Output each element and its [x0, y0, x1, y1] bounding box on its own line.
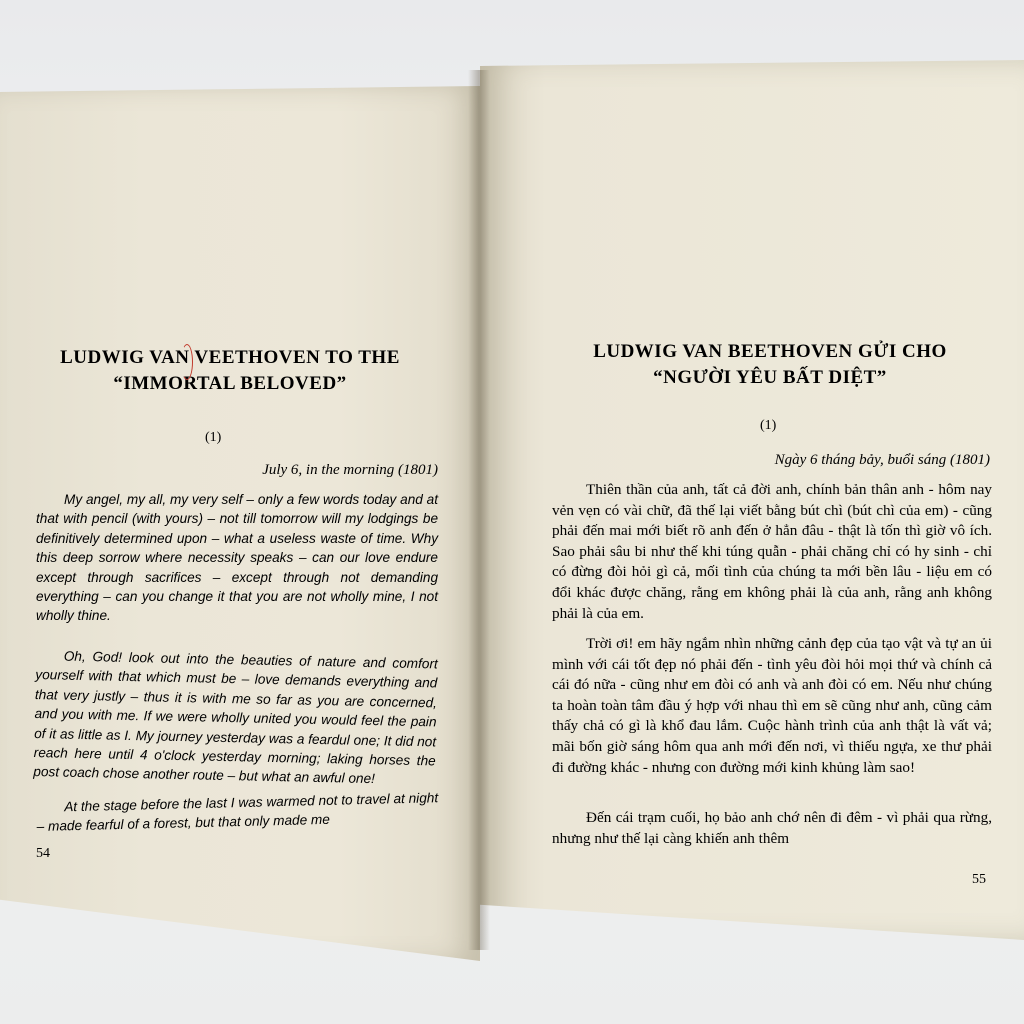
right-heading-line1: LUDWIG VAN BEETHOVEN GỬI CHO: [593, 341, 947, 362]
left-page-number: 54: [36, 846, 50, 861]
right-heading-line2: “NGƯỜI YÊU BẤT DIỆT”: [653, 367, 887, 388]
right-paragraph-3: Đến cái trạm cuối, họ bảo anh chớ nên đi đêm - vì phải qua rừng, nhưng như thế lại càng khiến anh thêm: [552, 809, 992, 847]
left-paragraph-3: At the stage before the last I was warmed not to travel at night – made fearful of a forest, but that only made me: [36, 790, 439, 835]
left-section-number: (1): [205, 430, 222, 445]
right-paragraph-2: Trời ơi! em hãy ngắm nhìn những cảnh đẹp của tạo vật và tự an ủi mình với cái tốt đẹp nó phải đến - tình yêu đòi hỏi mọi thứ và chính cả cái đó nữa - cũng như em đòi có anh và anh đòi có em. Nếu như chúng ta hoàn toàn tâm đầu ý hợp với nhau thì em sẽ cũng như anh, cũng cảm thấy chả có gì là khổ đau lắm. Cuộc hành trình của anh thật là vất vả; mãi bốn giờ sáng hôm qua anh mới đến nơi, vì thiếu ngựa, xe thư phải đi đường khác - nhưng con đường mới kinh khủng làm sao!: [552, 635, 992, 776]
pencil-correction-mark: [181, 344, 193, 380]
right-page-number: 55: [972, 872, 986, 887]
left-heading-line1: LUDWIG VAN VEETHOVEN TO THE: [60, 347, 400, 368]
right-date-line: Ngày 6 tháng bảy, buổi sáng (1801): [774, 452, 990, 468]
left-heading-line2: “IMMORTAL BELOVED”: [113, 373, 347, 394]
left-paragraph-1: My angel, my all, my very self – only a few words today and at that with pencil (with yours) – not till tomorrow will my lodgings be definitively determined upon – what a useless waste of time. Why this deep sorrow where necessity speaks – can our love endure except through sacrifices – except through not demanding everything – can you change it that you are not wholly mine, I not wholly thine.: [36, 492, 438, 624]
left-date-line: July 6, in the morning (1801): [262, 462, 438, 478]
left-paragraph-2: Oh, God! look out into the beauties of nature and comfort yourself with that which must be – love demands everything and that very justly – thus it is with me so far as you are concerned, and you with me. If we were wholly united you would feel the pain of it as little as I. My journey yesterday was a feardul one; It did not reach here until 4 o'clock yesterday morning; laking horses the post coach chose another route – but what an awful one!: [33, 648, 438, 787]
right-paragraph-1: Thiên thần của anh, tất cả đời anh, chính bản thân anh - hôm nay vẻn vẹn có vài chữ, đã thế lại viết bằng bút chì (bút chì của em) - cũng phải đến mai mới biết rõ anh đến ở hẳn đâu - thật là tốn thì giờ vô ích. Sao phải sâu bi như thế khi túng quẫn - phải chăng chỉ có hy sinh - chỉ có đừng đòi hỏi gì cả, mối tình của chúng ta mới bền lâu - liệu em có đổi khác được chăng, rằng em không phải là của anh, rằng anh không phải là của em.: [552, 481, 992, 622]
right-section-number: (1): [760, 418, 777, 433]
book-gutter: [468, 70, 490, 950]
